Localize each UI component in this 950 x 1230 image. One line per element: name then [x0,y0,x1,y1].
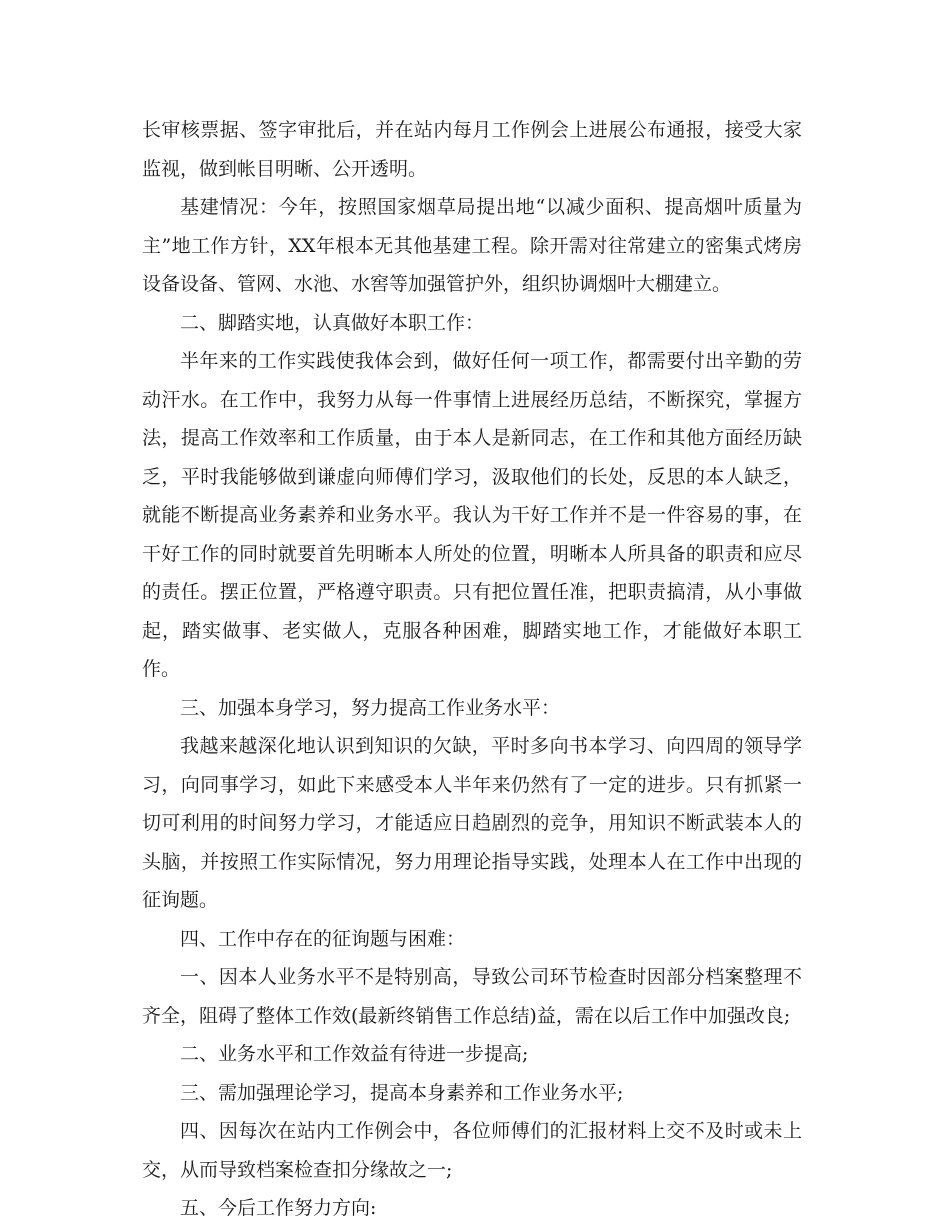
paragraph-continuation: 长审核票据、签字审批后，并在站内每月工作例会上进展公布通报，接受大家监视，做到帐目明晰、公开透明。 [142,119,802,180]
section-heading-2: 二、脚踏实地，认真做好本职工作： [180,311,485,334]
list-item-problem-4: 四、因每次在站内工作例会中，各位师傅们的汇报材料上交不及时或未上交，从而导致档案检查扣分缘故之一; [142,1120,802,1181]
section-heading-5: 五、今后工作努力方向: [180,1197,377,1219]
paragraph-infrastructure: 基建情况：今年，按照国家烟草局提出地“以减少面积、提高烟叶质量为主”地工作方针，XX年根本无其他基建工程。除开需对往常建立的密集式烤房设备设备、管网、水池、水窖等加强管护外，组织协调烟叶大棚建立。 [142,196,802,295]
section-heading-3: 三、加强本身学习，努力提高工作业务水平： [180,696,561,719]
paragraph-work-practice: 半年来的工作实践使我体会到，做好任何一项工作，都需要付出辛勤的劳动汗水。在工作中，我努力从每一件事情上进展经历总结，不断探究，掌握方法，提高工作效率和工作质量，由于本人是新同志，在工作和其他方面经历缺乏，平时我能够做到谦虚向师傅们学习，汲取他们的长处，反思的本人缺乏，就能不断提高业务素养和业务水平。我认为干好工作并不是一件容易的事，在干好工作的同时就要首先明晰本人所处的位置，明晰本人所具备的职责和应尽的责任。摆正位置，严格遵守职责。只有把位置任准，把职责搞清，从小事做起，踏实做事、老实做人，克服各种困难，脚踏实地工作，才能做好本职工作。 [142,350,802,680]
section-heading-4: 四、工作中存在的征询题与困难： [180,927,466,950]
document-body [142,111,802,1228]
list-item-problem-2: 二、业务水平和工作效益有待进一步提高; [180,1043,529,1065]
paragraph-learning: 我越来越深化地认识到知识的欠缺，平时多向书本学习、向四周的领导学习，向同事学习，如此下来感受本人半年来仍然有了一定的进步。只有抓紧一切可利用的时间努力学习，才能适应日趋剧烈的竞争，用知识不断武装本人的头脑，并按照工作实际情况，努力用理论指导实践，处理本人在工作中出现的征询题。 [142,735,802,911]
list-item-problem-3: 三、需加强理论学习，提高本身素养和工作业务水平; [180,1081,624,1104]
list-item-problem-1: 一、因本人业务水平不是特别高，导致公司环节检查时因部分档案整理不齐全，阻碍了整体工作效(最新终销售工作总结)益，需在以后工作中加强改良; [142,966,802,1027]
